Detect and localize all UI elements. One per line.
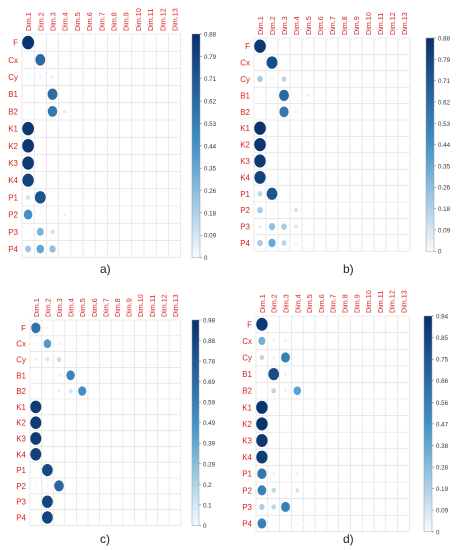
column-label: Dim.9 <box>352 294 362 313</box>
colorbar-tick-label: 0.56 <box>436 399 449 407</box>
colorbar-tick-label: 0.35 <box>438 163 451 171</box>
data-point <box>42 496 53 508</box>
data-point <box>24 210 33 220</box>
row-label: B2 <box>242 386 252 396</box>
data-point <box>30 401 41 414</box>
colorbar-tick-label: 0.88 <box>204 31 217 39</box>
caption-d: d) <box>343 532 354 546</box>
data-point <box>254 40 266 53</box>
row-label: P2 <box>8 210 18 220</box>
data-point <box>46 485 48 488</box>
row-label: P4 <box>240 239 250 248</box>
data-point <box>35 501 37 503</box>
data-point <box>273 340 275 343</box>
data-point <box>281 352 290 362</box>
data-point <box>254 154 265 167</box>
row-label: K3 <box>16 434 26 444</box>
data-point <box>294 225 298 229</box>
panel-b <box>230 0 452 262</box>
colorbar-tick-label: 0.85 <box>436 335 449 343</box>
data-point <box>37 228 44 236</box>
colorbar-tick-label: 0.62 <box>204 98 217 106</box>
row-label: P4 <box>8 245 18 254</box>
data-point <box>296 356 298 358</box>
row-label: Cy <box>242 353 252 363</box>
data-point <box>271 488 276 493</box>
data-point <box>259 225 262 228</box>
data-point <box>279 90 289 101</box>
data-point <box>307 94 310 97</box>
data-point <box>48 89 58 100</box>
row-label: P1 <box>240 189 250 199</box>
data-point <box>64 76 66 78</box>
colorbar-tick-label: 0.71 <box>204 76 217 84</box>
column-label: Dim.3 <box>48 12 58 31</box>
data-point <box>81 485 83 487</box>
row-label: K2 <box>240 140 250 150</box>
colorbar-tick-label: 0.2 <box>203 481 212 489</box>
row-label: B2 <box>8 107 18 117</box>
column-label: Dim.6 <box>85 12 95 31</box>
column-label: Dim.2 <box>43 298 53 317</box>
colorbar-tick-label: 0.88 <box>438 35 451 43</box>
data-point <box>69 389 73 393</box>
data-point <box>39 213 41 216</box>
data-point <box>30 432 41 445</box>
row-label: K2 <box>242 419 252 429</box>
column-label: Dim.8 <box>113 298 122 317</box>
row-label: P2 <box>240 206 250 216</box>
data-point <box>254 171 265 184</box>
panel-a <box>2 0 222 262</box>
row-label: K4 <box>8 176 18 186</box>
row-label: P1 <box>8 193 18 203</box>
colorbar <box>426 38 434 251</box>
colorbar-tick-label: 0.29 <box>203 461 216 469</box>
row-label: B1 <box>8 90 18 100</box>
data-point <box>78 386 86 395</box>
column-label: Dim.5 <box>304 16 313 35</box>
colorbar-tick-label: 0.09 <box>204 232 217 240</box>
caption-b: b) <box>343 262 354 276</box>
row-label: F <box>21 323 26 333</box>
row-label: B2 <box>16 387 26 397</box>
column-label: Dim.5 <box>72 12 82 31</box>
row-label: B1 <box>242 370 252 380</box>
data-point <box>63 213 66 216</box>
data-point <box>51 75 54 78</box>
column-label: Dim.4 <box>66 298 76 317</box>
data-point <box>31 323 40 334</box>
row-label: K1 <box>240 124 250 134</box>
colorbar <box>192 34 200 258</box>
column-label: Dim.4 <box>292 16 301 35</box>
row-label: P3 <box>16 497 26 507</box>
colorbar-tick-label: 0.44 <box>204 143 217 151</box>
row-label: K4 <box>240 173 250 183</box>
column-label: Dim.13 <box>400 12 409 35</box>
data-point <box>254 122 266 135</box>
data-point <box>46 357 50 361</box>
row-label: Cy <box>240 75 250 84</box>
row-label: F <box>13 38 18 48</box>
colorbar-tick-label: 0.79 <box>438 56 451 64</box>
data-point <box>307 111 309 113</box>
data-point <box>35 517 37 519</box>
row-label: K1 <box>242 403 252 413</box>
column-label: Dim.11 <box>376 12 385 35</box>
data-point <box>273 356 275 359</box>
data-point <box>22 122 34 136</box>
data-point <box>273 472 275 475</box>
data-point <box>27 59 29 61</box>
data-point <box>281 502 290 512</box>
colorbar-tick-label: 0.38 <box>436 442 449 450</box>
column-label: Dim.1 <box>31 298 41 317</box>
data-point <box>268 368 279 380</box>
data-point <box>76 93 78 95</box>
data-point <box>42 464 53 476</box>
correlation-plot-b <box>230 0 452 262</box>
row-label: P3 <box>240 222 250 232</box>
colorbar-tick-label: 0.53 <box>438 120 451 128</box>
colorbar-tick-label: 0.75 <box>436 356 449 364</box>
colorbar-tick-label: 0.09 <box>438 227 451 235</box>
row-label: Cy <box>8 73 18 82</box>
data-point <box>27 76 29 79</box>
row-label: K3 <box>240 157 250 166</box>
data-point <box>58 390 61 393</box>
data-point <box>267 56 278 68</box>
data-point <box>271 78 274 81</box>
data-point <box>37 245 45 254</box>
data-point <box>46 327 48 329</box>
data-point <box>49 245 55 252</box>
data-point <box>57 357 61 362</box>
column-label: Dim.6 <box>316 294 326 313</box>
row-label: F <box>247 320 252 330</box>
data-point <box>63 110 66 114</box>
data-point <box>295 110 298 113</box>
data-point <box>22 156 34 169</box>
data-point <box>257 76 263 82</box>
colorbar-tick-label: 0.26 <box>204 188 217 196</box>
data-point <box>257 485 266 495</box>
colorbar-tick-label: 0.19 <box>436 486 449 494</box>
data-point <box>257 518 266 528</box>
column-label: Dim.5 <box>305 294 315 313</box>
column-label: Dim.12 <box>387 290 397 313</box>
column-label: Dim.10 <box>133 8 143 31</box>
column-label: Dim.5 <box>78 298 88 317</box>
colorbar-tick-label: 0.94 <box>436 313 449 321</box>
data-point <box>295 241 298 244</box>
data-point <box>284 389 287 392</box>
data-point <box>54 480 64 491</box>
column-label: Dim.13 <box>399 290 409 313</box>
column-label: Dim.1 <box>257 294 267 313</box>
data-point <box>35 485 37 487</box>
data-point <box>257 468 266 479</box>
column-label: Dim.2 <box>268 16 277 35</box>
colorbar-tick-label: 0 <box>204 255 208 263</box>
data-point <box>256 318 267 331</box>
data-point <box>39 75 42 78</box>
colorbar-tick-label: 0.69 <box>203 379 216 387</box>
colorbar-tick-label: 0.66 <box>436 378 449 386</box>
colorbar-tick-label: 0.39 <box>203 440 216 448</box>
colorbar-tick-label: 0 <box>203 522 207 530</box>
data-point <box>76 110 78 112</box>
column-label: Dim.13 <box>170 8 180 31</box>
column-label: Dim.9 <box>352 16 361 35</box>
row-label: P2 <box>242 486 252 496</box>
colorbar-tick-label: 0.18 <box>204 210 217 218</box>
correlation-plot-d <box>232 282 452 537</box>
column-label: Dim.3 <box>280 16 289 35</box>
data-point <box>284 373 287 376</box>
data-point <box>35 191 46 203</box>
data-point <box>271 209 274 212</box>
data-point <box>308 522 310 524</box>
row-label: K4 <box>16 450 26 460</box>
column-label: Dim.9 <box>121 12 131 31</box>
column-label: Dim.2 <box>36 12 46 31</box>
data-point <box>296 472 299 475</box>
row-label: K2 <box>8 141 18 151</box>
column-label: Dim.8 <box>340 16 349 35</box>
row-label: P3 <box>242 502 252 512</box>
row-label: K2 <box>16 418 26 428</box>
column-label: Dim.10 <box>364 290 374 313</box>
column-label: Dim.8 <box>109 12 119 31</box>
data-point <box>256 434 267 447</box>
caption-c: c) <box>100 532 110 546</box>
column-label: Dim.3 <box>55 298 64 317</box>
colorbar-tick-label: 0.88 <box>203 338 216 346</box>
colorbar-tick-label: 0.59 <box>203 399 216 407</box>
data-point <box>35 469 37 471</box>
colorbar-tick-label: 0.09 <box>436 507 449 515</box>
data-point <box>22 36 34 50</box>
colorbar-tick-label: 0.28 <box>436 464 449 472</box>
column-label: Dim.7 <box>97 12 107 31</box>
data-point <box>271 504 276 509</box>
data-point <box>267 188 278 200</box>
correlation-plot-a <box>2 0 222 262</box>
row-label: P4 <box>16 513 26 523</box>
column-label: Dim.7 <box>328 16 337 35</box>
data-point <box>256 417 267 430</box>
colorbar-tick-label: 0.35 <box>204 165 217 173</box>
colorbar-tick-label: 0.1 <box>203 502 212 510</box>
data-point <box>25 246 31 253</box>
column-label: Dim.7 <box>328 294 338 313</box>
data-point <box>35 343 37 345</box>
data-point <box>258 337 265 345</box>
column-label: Dim.12 <box>159 294 169 317</box>
data-point <box>35 358 38 361</box>
correlation-plot-c <box>6 282 222 532</box>
row-label: Cy <box>16 355 26 365</box>
colorbar <box>192 320 199 525</box>
row-label: Cx <box>240 58 250 68</box>
data-point <box>271 388 276 393</box>
row-label: B1 <box>16 371 26 381</box>
row-label: K3 <box>8 159 18 168</box>
column-label: Dim.1 <box>256 16 265 35</box>
colorbar-tick-label: 0 <box>436 529 440 537</box>
data-point <box>50 229 54 234</box>
column-label: Dim.10 <box>136 294 146 317</box>
column-label: Dim.8 <box>340 294 350 313</box>
colorbar-tick-label: 0.18 <box>438 206 451 214</box>
data-point <box>254 138 266 151</box>
column-label: Dim.4 <box>293 294 303 313</box>
row-label: B2 <box>240 107 250 117</box>
column-label: Dim.12 <box>158 8 168 31</box>
data-point <box>256 451 267 464</box>
column-label: Dim.9 <box>124 298 134 317</box>
data-point <box>284 339 287 342</box>
column-label: Dim.11 <box>147 294 157 317</box>
data-point <box>257 240 263 246</box>
column-label: Dim.1 <box>24 12 34 31</box>
data-point <box>70 359 72 361</box>
data-point <box>268 239 275 248</box>
data-point <box>22 174 33 187</box>
row-label: F <box>245 42 250 52</box>
column-label: Dim.6 <box>316 16 325 35</box>
panel-d <box>232 282 452 537</box>
column-label: Dim.11 <box>146 8 156 31</box>
column-label: Dim.12 <box>388 12 397 35</box>
row-label: P3 <box>8 227 18 237</box>
column-label: Dim.3 <box>281 294 291 313</box>
data-point <box>66 370 75 380</box>
data-point <box>257 207 263 213</box>
data-point <box>48 106 57 117</box>
data-point <box>282 240 287 246</box>
row-label: K4 <box>242 453 252 463</box>
data-point <box>42 511 53 523</box>
data-point <box>269 223 275 230</box>
data-point <box>35 54 45 66</box>
data-point <box>281 223 287 229</box>
colorbar-tick-label: 0 <box>438 248 442 256</box>
data-point <box>294 208 298 213</box>
colorbar-tick-label: 0.47 <box>436 421 449 429</box>
data-point <box>282 76 287 82</box>
row-label: B1 <box>240 91 250 101</box>
colorbar-tick-label: 0.79 <box>204 53 217 61</box>
column-label: Dim.4 <box>60 12 70 31</box>
data-point <box>44 339 52 348</box>
colorbar-tick-label: 0.44 <box>438 142 451 150</box>
row-label: Cx <box>242 336 252 346</box>
panel-c <box>6 282 222 532</box>
row-label: P1 <box>16 466 26 476</box>
data-point <box>259 504 264 510</box>
data-point <box>64 231 66 234</box>
colorbar-tick-label: 0.49 <box>203 420 216 428</box>
data-point <box>296 522 298 524</box>
row-label: K1 <box>16 402 26 412</box>
colorbar-tick-label: 0.53 <box>204 120 217 128</box>
data-point <box>256 401 267 414</box>
column-label: Dim.11 <box>375 290 385 313</box>
colorbar-tick-label: 0.26 <box>438 184 451 192</box>
data-point <box>58 342 61 345</box>
colorbar-tick-label: 0.62 <box>438 99 451 107</box>
data-point <box>260 355 265 360</box>
column-label: Dim.10 <box>364 12 373 35</box>
colorbar <box>424 316 432 532</box>
data-point <box>26 195 30 200</box>
data-point <box>279 106 288 117</box>
colorbar-tick-label: 0.71 <box>438 78 451 86</box>
row-label: P1 <box>242 469 252 479</box>
data-point <box>294 386 302 395</box>
colorbar-tick-label: 0.78 <box>203 358 216 366</box>
data-point <box>27 231 29 233</box>
data-point <box>30 448 41 461</box>
column-label: Dim.13 <box>171 294 180 317</box>
row-label: P2 <box>16 481 26 491</box>
data-point <box>295 488 299 492</box>
data-point <box>58 374 61 377</box>
row-label: K3 <box>242 436 252 446</box>
data-point <box>295 78 297 80</box>
row-label: P4 <box>242 519 252 529</box>
colorbar-tick-label: 0.98 <box>203 317 216 325</box>
column-label: Dim.6 <box>89 298 99 317</box>
column-label: Dim.2 <box>269 294 279 313</box>
row-label: Cx <box>8 55 18 65</box>
caption-a: a) <box>100 262 111 276</box>
data-point <box>259 62 261 64</box>
data-point <box>258 191 263 197</box>
data-point <box>30 416 41 429</box>
data-point <box>22 139 34 153</box>
row-label: K1 <box>8 124 18 134</box>
column-label: Dim.7 <box>101 298 111 317</box>
row-label: Cx <box>16 339 26 349</box>
